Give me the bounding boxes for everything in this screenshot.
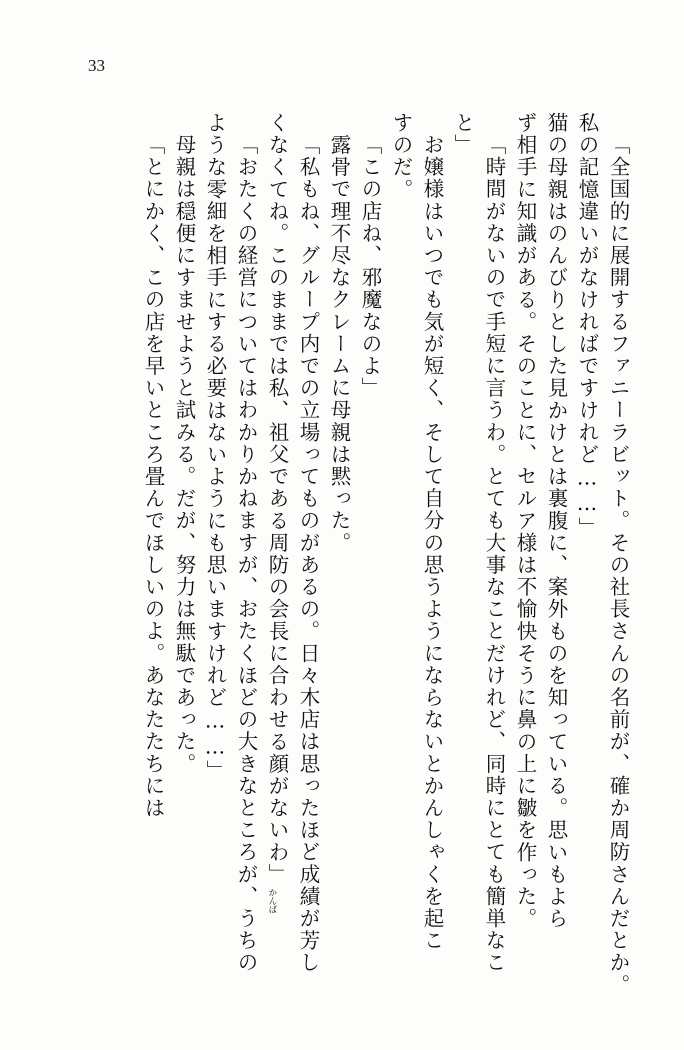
text-column: くなくてね。このままでは私、祖父である周防の会長に合わせる顔がないわ」 <box>265 112 289 886</box>
text-column: 「おたくの経営についてはわかりかねますが、おたくほどの大きなところが、うちの <box>234 134 258 974</box>
text-column: 「この店ね、邪魔なのよ」 <box>358 134 382 400</box>
text-column: ような零細を相手にする必要はないようにも思いますけれど……」 <box>203 112 227 782</box>
text-column: 猫の母親はのんびりとした見かけとは裏腹に、案外ものを知っている。思いもよら <box>544 112 568 930</box>
text-column: 「全国的に展開するファニーラビット。その社長さんの名前が、確か周防さんだとか。 <box>606 134 630 996</box>
text-column: 私の記憶違いがなければですけれど……」 <box>575 112 599 539</box>
text-column: 「時間がないので手短に言うわ。とても大事なことだけれど、同時にとても簡単なこ <box>482 134 506 974</box>
text-column: と」 <box>451 112 475 157</box>
text-column: 露骨で理不尽なクレームに母親は黙った。 <box>327 134 351 554</box>
text-column: ず相手に知識がある。そのことに、セルア様は不愉快そうに鼻の上に皺を作った。 <box>513 112 537 930</box>
text-column: お嬢様はいつでも気が短く、そして自分の思うようにならないとかんしゃくを起こ <box>420 134 444 952</box>
text-column: 母親は穏便にすませようと試みる。だが、努力は無駄であった。 <box>172 134 196 775</box>
ruby-gloss: かんば <box>267 888 278 914</box>
page-number: 33 <box>88 56 105 75</box>
text-column: すのだ。 <box>389 112 413 201</box>
text-column: 「とにかく、この店を早いところ畳んでほしいのよ。あなたたちには <box>141 134 165 820</box>
text-column: 「私もね、グループ内での立場ってものがあるの。日々木店は思ったほど成績が芳し <box>296 134 320 974</box>
